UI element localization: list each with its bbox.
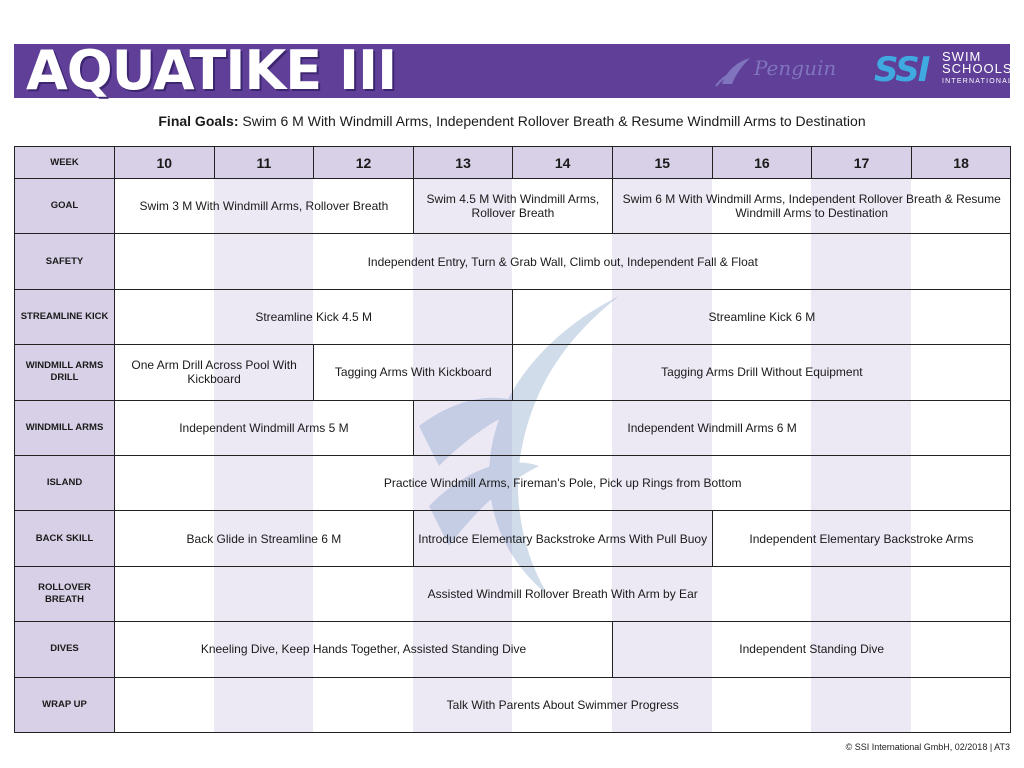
row-label: SAFETY — [14, 233, 115, 289]
ssi-logo-icon: SSI — [874, 50, 929, 90]
week-number: 14 — [512, 146, 613, 179]
table-cell: Independent Windmill Arms 6 M — [413, 400, 1012, 456]
table-cell: Independent Elementary Backstroke Arms — [712, 510, 1012, 566]
copyright-footer: © SSI International GmbH, 02/2018 | AT3 — [845, 742, 1010, 752]
brand-line-international: INTERNATIONAL — [942, 78, 1014, 85]
row-label: WINDMILL ARMS — [14, 400, 115, 456]
table-cell: One Arm Drill Across Pool With Kickboard — [114, 344, 314, 400]
final-goals-label: Final Goals: — [158, 113, 239, 129]
table-cell: Independent Standing Dive — [612, 621, 1011, 677]
table-cell: Streamline Kick 4.5 M — [114, 289, 513, 345]
week-number: 12 — [313, 146, 414, 179]
final-goals-text: Swim 6 M With Windmill Arms, Independent Rollover Breath & Resume Windmill Arms to Destination — [238, 113, 866, 129]
week-header-label: WEEK — [14, 146, 115, 179]
table-cell: Talk With Parents About Swimmer Progress — [114, 677, 1011, 733]
table-cell: Streamline Kick 6 M — [512, 289, 1011, 345]
table-cell: Introduce Elementary Backstroke Arms With Pull Buoy — [413, 510, 713, 566]
penguin-logo-text: Penguin — [754, 56, 837, 80]
table-cell: Independent Windmill Arms 5 M — [114, 400, 414, 456]
table-cell: Tagging Arms With Kickboard — [313, 344, 513, 400]
table-cell: Practice Windmill Arms, Fireman's Pole, Pick up Rings from Bottom — [114, 455, 1011, 511]
row-label: DIVES — [14, 621, 115, 677]
week-number: 16 — [712, 146, 813, 179]
table-cell: Assisted Windmill Rollover Breath With Arm by Ear — [114, 566, 1011, 622]
week-number: 17 — [811, 146, 912, 179]
week-number: 18 — [911, 146, 1012, 179]
row-label: WINDMILL ARMS DRILL — [14, 344, 115, 400]
table-cell: Swim 6 M With Windmill Arms, Independent Rollover Breath & Resume Windmill Arms to Destination — [612, 178, 1011, 234]
table-cell: Kneeling Dive, Keep Hands Together, Assisted Standing Dive — [114, 621, 613, 677]
page-title: AQUATIKE III — [26, 39, 397, 102]
brand-line-swim: SWIM — [942, 49, 982, 64]
title-banner — [14, 39, 1014, 102]
week-number: 13 — [413, 146, 514, 179]
row-label: GOAL — [14, 178, 115, 234]
table-cell: Tagging Arms Drill Without Equipment — [512, 344, 1011, 400]
table-cell: Independent Entry, Turn & Grab Wall, Climb out, Independent Fall & Float — [114, 233, 1011, 289]
brand-line-schools: SCHOOLS — [942, 61, 1013, 76]
final-goals — [0, 113, 1024, 129]
row-label: STREAMLINE KICK — [14, 289, 115, 345]
row-label: BACK SKILL — [14, 510, 115, 566]
table-cell: Swim 3 M With Windmill Arms, Rollover Breath — [114, 178, 414, 234]
ssi-brand-text — [942, 51, 1013, 88]
table-cell: Back Glide in Streamline 6 M — [114, 510, 414, 566]
lesson-plan-table — [14, 146, 1010, 732]
row-label: WRAP UP — [14, 677, 115, 733]
row-label: ROLLOVER BREATH — [14, 566, 115, 622]
week-number: 10 — [114, 146, 215, 179]
row-label: ISLAND — [14, 455, 115, 511]
table-cell: Swim 4.5 M With Windmill Arms, Rollover Breath — [413, 178, 613, 234]
week-number: 15 — [612, 146, 713, 179]
week-number: 11 — [214, 146, 315, 179]
